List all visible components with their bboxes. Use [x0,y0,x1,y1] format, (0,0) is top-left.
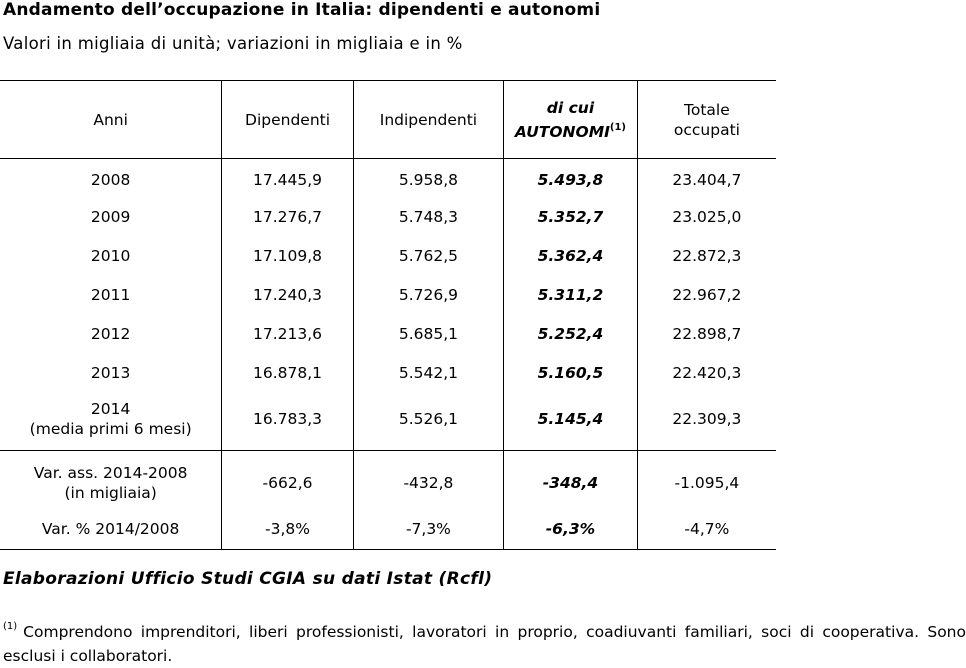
cell-anno: 2012 [90,325,131,343]
cell-indipendenti: 5.762,5 [353,237,503,276]
cell-autonomi: 5.362,4 [504,237,638,276]
var-ass-label [0,451,222,514]
table-row [0,315,776,354]
cell-totale: 23.025,0 [637,198,776,237]
var-ass-totale: -1.095,4 [637,451,776,514]
cell-totale: 23.404,7 [637,159,776,198]
cell-dipendenti: 16.878,1 [222,354,353,393]
footnote [3,615,966,668]
cell-indipendenti: 5.958,8 [353,159,503,198]
var-pct-autonomi: -6,3% [504,514,638,550]
var-pct-dipendenti: -3,8% [222,514,353,550]
cell-dipendenti: 17.109,8 [222,237,353,276]
employment-table [0,80,776,550]
var-pct-indipendenti: -7,3% [353,514,503,550]
table-row [0,159,776,198]
var-ass-label-line2: (in migliaia) [64,484,157,503]
var-pct-label: Var. % 2014/2008 [41,520,180,539]
footnote-marker: (1) [3,621,18,632]
header-autonomi-line1: di cui [546,98,595,117]
cell-indipendenti: 5.685,1 [353,315,503,354]
var-ass-autonomi: -348,4 [504,451,638,514]
var-ass-label-line1: Var. ass. 2014-2008 [33,464,188,483]
cell-dipendenti: 17.213,6 [222,315,353,354]
cell-anno-note: (media primi 6 mesi) [29,420,192,439]
cell-anno: 2008 [90,171,131,190]
cell-totale: 22.309,3 [637,393,776,451]
header-totale-line1: Totale [684,100,730,119]
table-header [0,81,776,159]
header-autonomi [504,81,638,159]
cell-indipendenti: 5.748,3 [353,198,503,237]
var-pct-totale: -4,7% [637,514,776,550]
table-row [0,198,776,237]
cell-autonomi: 5.252,4 [504,315,638,354]
cell-anno: 2010 [90,247,131,265]
cell-autonomi: 5.311,2 [504,276,638,315]
cell-dipendenti: 16.783,3 [222,393,353,451]
cell-anno: 2009 [90,208,131,226]
cell-totale: 22.420,3 [637,354,776,393]
cell-anno: 2011 [90,286,131,304]
source-note: Elaborazioni Ufficio Studi CGIA su dati Istat (Rcfl) [3,569,493,589]
year-rows [0,159,776,451]
cell-dipendenti: 17.240,3 [222,276,353,315]
cell-indipendenti: 5.726,9 [353,276,503,315]
var-pct-row [0,514,776,550]
cell-totale: 22.872,3 [637,237,776,276]
cell-dipendenti: 17.276,7 [222,198,353,237]
table-row [0,237,776,276]
table-row [0,276,776,315]
header-totale [637,81,776,159]
footnote-text: Comprendono imprenditori, liberi professionisti, lavoratori in proprio, coadiuvanti familiari, soci di cooperativa. Sono esclusi i collaboratori. [3,623,966,665]
var-ass-dipendenti: -662,6 [222,451,353,514]
cell-autonomi: 5.160,5 [504,354,638,393]
cell-anno [0,393,222,451]
cell-anno: 2013 [90,364,131,382]
header-dipendenti: Dipendenti [222,81,353,159]
header-autonomi-line2: AUTONOMI [514,122,610,141]
cell-autonomi: 5.145,4 [504,393,638,451]
table-row [0,354,776,393]
document-title: Andamento dell’occupazione in Italia: dipendenti e autonomi [3,0,601,20]
table-row [0,393,776,451]
header-totale-line2: occupati [673,120,740,139]
cell-indipendenti: 5.526,1 [353,393,503,451]
cell-indipendenti: 5.542,1 [353,354,503,393]
footnote-ref: (1) [609,121,627,133]
var-ass-indipendenti: -432,8 [353,451,503,514]
var-ass-row [0,451,776,514]
cell-autonomi: 5.493,8 [504,159,638,198]
header-anni: Anni [0,81,222,159]
variation-rows [0,451,776,550]
cell-autonomi: 5.352,7 [504,198,638,237]
cell-dipendenti: 17.445,9 [222,159,353,198]
cell-totale: 22.898,7 [637,315,776,354]
cell-totale: 22.967,2 [637,276,776,315]
header-indipendenti: Indipendenti [353,81,503,159]
cell-anno-year: 2014 [90,400,131,419]
document-subtitle: Valori in migliaia di unità; variazioni in migliaia e in % [3,34,463,53]
